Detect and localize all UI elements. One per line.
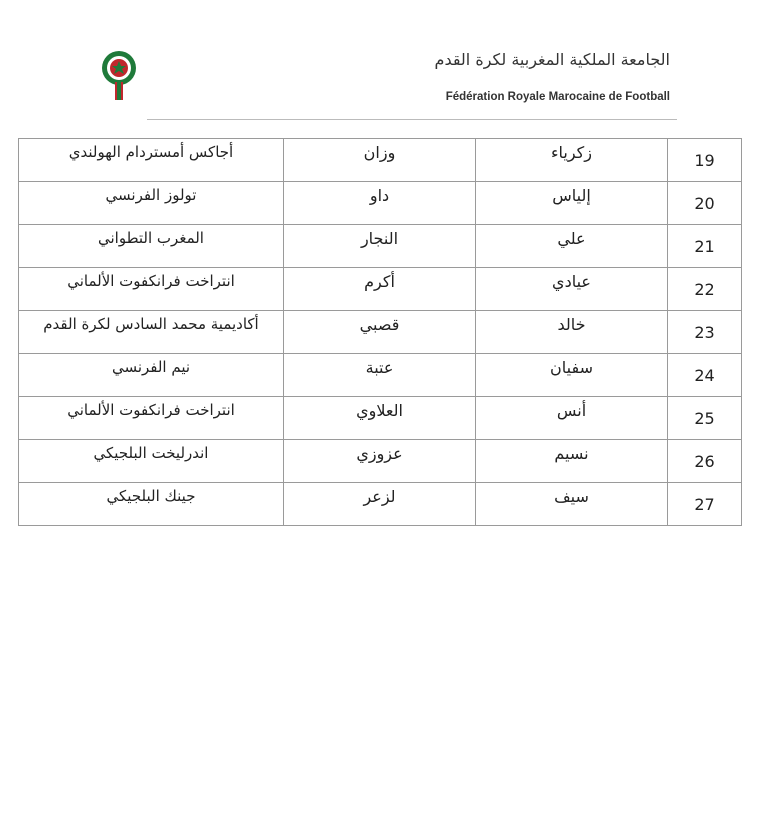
last-name-cell	[284, 139, 476, 182]
club-cell	[19, 483, 284, 526]
row-number-cell-text: 27	[694, 494, 715, 514]
row-number-cell	[668, 397, 742, 440]
row-number-cell	[668, 311, 742, 354]
federation-title-french: Fédération Royale Marocaine de Football	[445, 91, 670, 103]
last-name-cell	[284, 483, 476, 526]
club-cell	[19, 354, 284, 397]
table-row	[19, 139, 742, 182]
club-cell	[19, 225, 284, 268]
first-name-cell	[476, 354, 668, 397]
club-cell-text: اندرليخت البلجيكي	[93, 444, 209, 462]
first-name-cell-text: خالد	[557, 315, 586, 334]
header-divider	[147, 119, 677, 120]
last-name-cell-text: أكرم	[364, 272, 395, 291]
first-name-cell	[476, 397, 668, 440]
club-cell	[19, 182, 284, 225]
club-cell	[19, 268, 284, 311]
table-row	[19, 397, 742, 440]
player-list-table	[18, 138, 742, 526]
first-name-cell-text: سفيان	[550, 358, 593, 377]
last-name-cell	[284, 225, 476, 268]
last-name-cell	[284, 354, 476, 397]
row-number-cell	[668, 139, 742, 182]
row-number-cell-text: 20	[694, 193, 715, 213]
club-cell-text: جينك البلجيكي	[106, 487, 196, 505]
row-number-cell	[668, 225, 742, 268]
club-cell-text: نيم الفرنسي	[111, 358, 191, 376]
table-row	[19, 225, 742, 268]
first-name-cell-text: سيف	[554, 487, 589, 506]
club-cell-text: أجاكس أمستردام الهولندي	[68, 143, 234, 161]
last-name-cell-text: لزعر	[363, 487, 396, 506]
last-name-cell	[284, 311, 476, 354]
club-cell	[19, 139, 284, 182]
row-number-cell-text: 23	[694, 322, 715, 342]
row-number-cell-text: 25	[694, 408, 715, 428]
first-name-cell-text: علي	[557, 229, 586, 248]
row-number-cell	[668, 354, 742, 397]
last-name-cell-text: قصبي	[359, 315, 400, 334]
first-name-cell-text: زكرياء	[550, 143, 593, 162]
last-name-cell-text: عتبة	[365, 358, 394, 377]
last-name-cell-text: العلاوي	[356, 401, 403, 420]
table-row	[19, 483, 742, 526]
club-cell	[19, 397, 284, 440]
first-name-cell	[476, 268, 668, 311]
table-row	[19, 440, 742, 483]
row-number-cell	[668, 182, 742, 225]
club-cell-text: المغرب التطواني	[98, 229, 204, 247]
first-name-cell-text: أنس	[556, 401, 587, 420]
first-name-cell	[476, 440, 668, 483]
last-name-cell	[284, 268, 476, 311]
last-name-cell	[284, 397, 476, 440]
last-name-cell	[284, 440, 476, 483]
club-cell	[19, 440, 284, 483]
row-number-cell-text: 21	[694, 236, 715, 256]
club-cell-text: تولوز الفرنسي	[105, 186, 197, 204]
table-row	[19, 354, 742, 397]
last-name-cell-text: وزان	[363, 143, 396, 162]
federation-title-arabic: الجامعة الملكية المغربية لكرة القدم	[434, 50, 670, 69]
table-row	[19, 182, 742, 225]
first-name-cell	[476, 139, 668, 182]
last-name-cell-text: النجار	[360, 229, 399, 248]
table-row	[19, 311, 742, 354]
row-number-cell-text: 26	[694, 451, 715, 471]
last-name-cell	[284, 182, 476, 225]
table-row	[19, 268, 742, 311]
first-name-cell	[476, 483, 668, 526]
first-name-cell	[476, 225, 668, 268]
document-header	[0, 0, 768, 125]
last-name-cell-text: عزوزي	[356, 444, 403, 463]
row-number-cell	[668, 483, 742, 526]
club-cell	[19, 311, 284, 354]
club-cell-text: انتراخت فرانكفوت الألماني	[67, 401, 235, 419]
row-number-cell	[668, 268, 742, 311]
first-name-cell-text: عيادي	[552, 272, 591, 291]
club-cell-text: انتراخت فرانكفوت الألماني	[67, 272, 235, 290]
first-name-cell-text: إلياس	[552, 186, 591, 205]
row-number-cell	[668, 440, 742, 483]
first-name-cell	[476, 182, 668, 225]
row-number-cell-text: 24	[694, 365, 715, 385]
last-name-cell-text: داو	[369, 186, 390, 205]
frmf-crest-icon	[97, 48, 141, 102]
first-name-cell-text: نسيم	[554, 444, 589, 463]
club-cell-text: أكاديمية محمد السادس لكرة القدم	[43, 315, 259, 333]
first-name-cell	[476, 311, 668, 354]
row-number-cell-text: 22	[694, 279, 715, 299]
row-number-cell-text: 19	[694, 150, 715, 170]
